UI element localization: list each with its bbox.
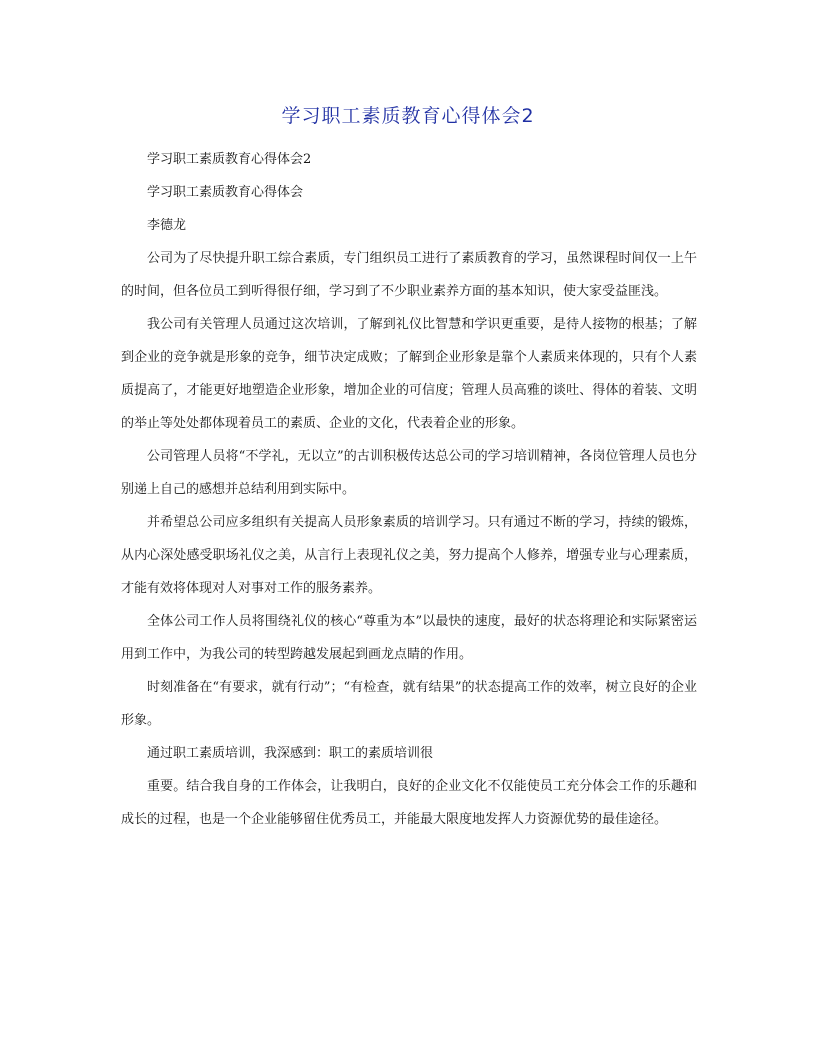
subtitle-line: 学习职工素质教育心得体会2 <box>147 152 312 167</box>
paragraph: 我公司有关管理人员通过这次培训，了解到礼仪比智慧和学识更重要，是待人接物的根基；了解到企业的竞争就是形象的竞争，细节决定成败；了解到企业形象是靠个人素质来体现的，只有个人素质提高了，才能更好地塑造企业形象，增加企业的可信度；管理人员高雅的谈吐、得体的着装、文明的举止等处处都体现着员工的素质、企业的文化，代表着企业的形象。 <box>121 317 697 431</box>
paragraph: 通过职工素质培训，我深感到：职工的素质培训很 <box>147 746 434 761</box>
paragraph: 并希望总公司应多组织有关提高人员形象素质的培训学习。只有通过不断的学习，持续的锻炼，从内心深处感受职场礼仪之美，从言行上表现礼仪之美，努力提高个人修养，增强专业与心理素质，才能有效将体现对人对事对工作的服务素养。 <box>121 515 697 596</box>
document-body <box>121 143 697 836</box>
paragraph: 全体公司工作人员将围绕礼仪的核心“尊重为本”以最快的速度，最好的状态将理论和实际紧密运用到工作中，为我公司的转型跨越发展起到画龙点睛的作用。 <box>121 614 697 662</box>
author-name: 李德龙 <box>147 218 187 233</box>
heading-line: 学习职工素质教育心得体会 <box>147 185 304 200</box>
document-title: 学习职工素质教育心得体会2 <box>281 105 535 127</box>
paragraph: 重要。结合我自身的工作体会，让我明白，良好的企业文化不仅能使员工充分体会工作的乐趣和成长的过程，也是一个企业能够留住优秀员工，并能最大限度地发挥人力资源优势的最佳途径。 <box>121 779 697 827</box>
paragraph: 时刻准备在“有要求，就有行动”；“有检查，就有结果”的状态提高工作的效率，树立良好的企业形象。 <box>121 680 697 728</box>
paragraph: 公司管理人员将“不学礼，无以立”的古训积极传达总公司的学习培训精神，各岗位管理人员也分别递上自己的感想并总结利用到实际中。 <box>121 449 697 497</box>
paragraph: 公司为了尽快提升职工综合素质，专门组织员工进行了素质教育的学习，虽然课程时间仅一上午的时间，但各位员工到听得很仔细，学习到了不少职业素养方面的基本知识，使大家受益匪浅。 <box>121 251 697 299</box>
